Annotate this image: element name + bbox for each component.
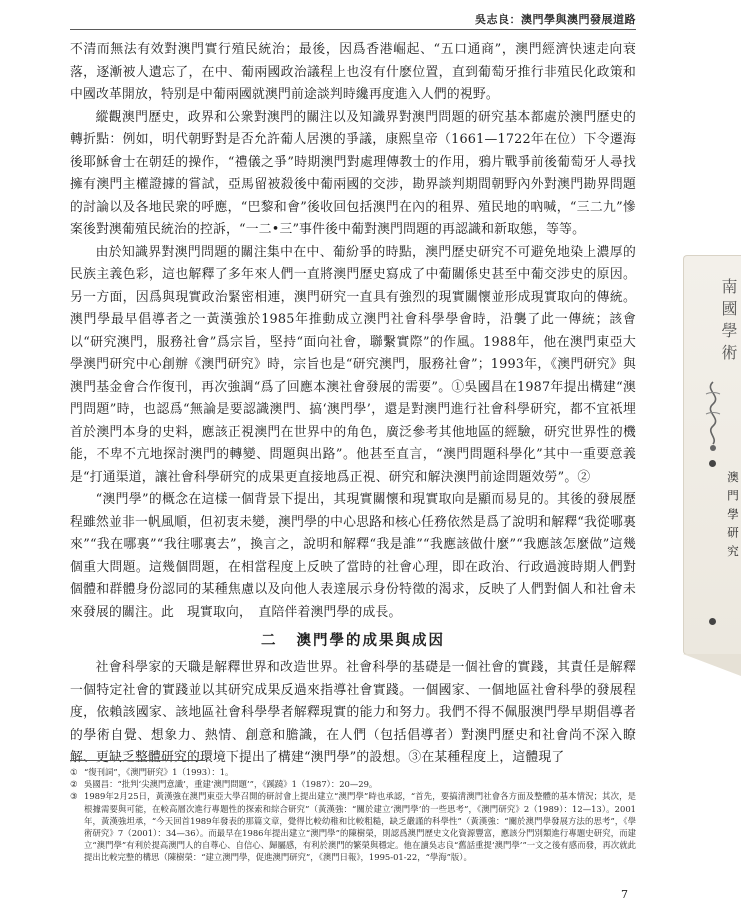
footnote-marker: ③ [70,791,78,802]
footnote-3 [70,790,636,863]
paragraph-3: 由於知識界對澳門問題的關注集中在中、葡紛爭的時點，澳門歷史研究不可避免地染上濃厚的民族主義色彩，這也解釋了多年來人們一直將澳門歷史寫成了中葡關係史甚至中葡交涉史的原因。另一方面，因爲與現實政治緊密相連，澳門研究一直具有強烈的現實關懷並形成現實取向的傳統。澳門學最早倡導者之一黃漢強於1985年推動成立澳門社會科學學會時，沿襲了此一傳統；該會以“研究澳門，服務社會”爲宗旨，堅持“面向社會，聯繫實際”的作風。1988年，他在澳門東亞大學澳門研究中心創辦《澳門研究》時，宗旨也是“研究澳門，服務社會”；1993年，《澳門研究》與澳門基金會合作復刊，再次強調“爲了回應本澳社會發展的需要”。①吳國昌在1987年提出構建“澳門問題”時，也認爲“無論是要認識澳門、搞‘澳門學’，還是對澳門進行社會科學研究，都不宜祇埋首於澳門本身的史料，應該正視澳門在世界中的角色，廣泛參考其他地區的經驗，研究世界性的機能，不卑不亢地探討澳門的轉變、問題與出路”。他甚至直言，“澳門問題科學化”其中一重要意義是“打通渠道，讓社會科學研究的成果更直接地爲正視、研究和解決澳門前途問題效勞”。② [70,244,636,485]
footnote-text: 吳國昌：“批判‘尖澳門意識’，重建‘澳門問題’”，《蹊蹺》1（1987）：20—29。 [84,779,378,790]
footnotes [70,766,636,864]
running-head: 吳志良：澳門學與澳門發展道路 [475,13,636,26]
paragraph-5: 社會科學家的天職是解釋世界和改造世界。社會科學的基礎是一個社會的實踐，其責任是解釋一個特定社會的實踐並以其研究成果反過來指導社會實踐。一個國家、一個地區社會科學的發展程度，依賴該國家、該地區社會科學學者解釋現實的能力和努力。我們不得不佩服澳門學早期倡導者的學術自覺、想象力、熱情、創意和膽識，在人們（包括倡導者）對澳門歷史和社會尚不深入瞭解、更缺乏整體研究的環境下提出了構建“澳門學”的設想。③在某種程度上，這體現了 [70,660,636,765]
page-number: 7 [621,888,628,901]
paragraph-4: “澳門學”的概念在這樣一個背景下提出，其現實關懷和現實取向是顯而易見的。其後的發展歷程雖然並非一帆風順，但初衷未變，澳門學的中心思路和核心任務依然是爲了說明和解釋“我從哪裏來”“我在哪裏”“我往哪裏去”，換言之，說明和解釋“我是誰”“我應該做什麼”“我應該怎麼做”這幾個重大問題。這幾個問題，在相當程度上反映了當時的社會心理，即在政治、行政過渡時期人們對個體和群體身份認同的某種焦慮以及向他人表達展示身份特徵的渴求，反映了人們對個人和社會未來發展的關注。此 現實取向， 直陪伴着澳門學的成長。 [70,492,636,620]
section-title: 澳門學的成果與成因 [296,633,446,649]
paragraph-1: 不清而無法有效對澳門實行殖民統治；最後，因爲香港崛起、“五口通商”，澳門經濟快速走向衰落，逐漸被人遺忘了，在中、葡兩國政治議程上也沒有什麽位置，直到葡萄牙推行非殖民化政策和中國改革開放，特别是中葡兩國就澳門前途談判時纔再度進入人們的視野。 [70,42,636,102]
side-tab [683,255,741,655]
section-heading [70,629,636,650]
footnote-marker: ② [70,779,78,790]
section-number: 二 [260,633,278,649]
footnote-2 [70,778,636,790]
tab-dot-lower [709,618,716,625]
footnote-text: “復刊詞”，《澳門研究》1（1993）：1。 [84,767,234,777]
main-text [70,39,636,770]
paragraph-2: 縱觀澳門歷史，政界和公衆對澳門的關注以及知識界對澳門問題的研究基本都處於澳門歷史的轉折點：例如，明代朝野對是否允許葡人居澳的爭議，康熙皇帝（1661—1722年在位）下令遷海後耶穌會士在朝廷的操作，“禮儀之爭”時期澳門對處理傳教士的作用，鴉片戰爭前後葡萄牙人尋找擁有澳門主權證據的嘗試，亞馬留被殺後中葡兩國的交涉，勘界談判期間朝野內外對澳門勘界問題的討論以及各地民衆的呼應，“巴黎和會”後收回包括澳門在內的租界、殖民地的吶喊，“三二九”慘案後對澳葡殖民統治的控訴，“一二•三”事件後中葡對澳門問題的再認識和新取態，等等。 [70,109,636,237]
footnote-text: 1989年2月25日，黃漢強在澳門東亞大學召開的研討會上提出建立“澳門學”時也承認，“首先，要搞清澳門社會各方面及整體的基本情況；其次，是根據需要與可能，在較高層次進行專題性的探索和綜合研究”（黃漢強：“關於建立‘澳門學’的一些思考”，《澳門研究》2（1989）：12—13）。2001年，黃漢強坦承，“今天回首1989年發表的那篇文章，覺得比較幼稚和比較粗糙，缺乏嚴謹的科學性”（黃漢強：“關於澳門學發展方法的思考”，《學術研究》7（2001）：34—36）。而最早在1986年提出建立“澳門學”的陳樹榮，則認爲澳門歷史文化資源豐富，應該分門別類進行專題史研究，而建立“澳門學”有利於提高澳門人的自尊心、自信心、歸屬感，有利於澳門的繁榮與穩定。他在讀吳志良“舊話重提‘澳門學’”一文之後有感而發，再次就此提出比較完整的構思（陳樹榮：“建立澳門學，促進澳門研究”，《澳門日報》，1995-01-22，“學海”版）。 [84,791,636,863]
ornament-icon [698,378,728,458]
tab-dot-upper [709,460,716,467]
column-name: 澳門學研究 [726,471,740,564]
header-rule [70,29,636,30]
journal-title: 南國學術 [719,278,738,366]
footnote-marker: ① [70,767,78,777]
footnote-rule [70,760,205,761]
footnote-1 [70,766,636,778]
